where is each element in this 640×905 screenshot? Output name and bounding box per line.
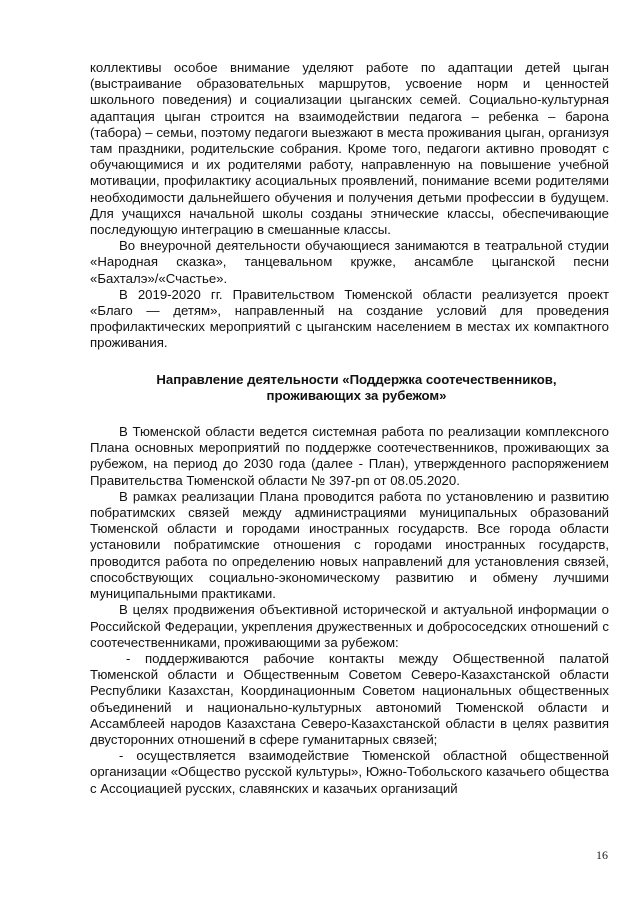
paragraph-project-blago: В 2019-2020 гг. Правительством Тюменской области реализуется проект «Благо — детям», направленный на создание условий для проведения профилактических мероприятий с цыганским населением в местах их компактного проживания. — [90, 286, 609, 351]
page-number: 16 — [596, 848, 608, 862]
section-heading — [90, 372, 609, 404]
paragraph-extracurricular: Во внеурочной деятельности обучающиеся занимаются в театральной студии «Народная сказка», танцевальном кружке, ансамбле цыганской песни «Бахталэ»/«Счастье». — [90, 238, 609, 286]
paragraph-adaptation: коллективы особое внимание уделяют работе по адаптации детей цыган (выстраивание образовательных маршрутов, усвоение норм и ценностей школьного поведения) и социализации цыганских семей. Социально-культурная адаптация цыган строится на взаимодействии педагога – ребенка – барона (табора) – семьи, поэтому педагоги выезжают в места проживания цыган, организуя там праздники, родительские собрания. Кроме того, педагоги активно проводят с обучающимися и их родителями работу, направленную на повышение учебной мотивации, профилактику асоциальных проявлений, понимание всеми родителями необходимости дальнейшего обучения и получения детьми профессии в будущем. Для учащихся начальной школы созданы этнические классы, обеспечивающие последующую интеграцию в смешанные классы. — [90, 60, 609, 238]
paragraph-promotion: В целях продвижения объективной исторической и актуальной информации о Российской Федерации, укрепления дружественных и добрососедских отношений с соотечественниками, проживающими за рубежом: — [90, 602, 609, 650]
section-heading-line-2: проживающих за рубежом» — [266, 387, 447, 403]
section-heading-line-1: Направление деятельности «Поддержка соотечественников, — [156, 371, 557, 387]
paragraph-twin-cities: В рамках реализации Плана проводится работа по установлению и развитию побратимских связей между администрациями муниципальных образований Тюменской области и городами иностранных государств. Все города области установили побратимские отношения с городами иностранных государств, проводится работа по определению новых направлений для установления связей, способствующих социально-экономическому развитию и обмену лучшими муниципальными практиками. — [90, 488, 609, 602]
paragraph-plan: В Тюменской области ведется системная работа по реализации комплексного Плана основных мероприятий по поддержке соотечественников, проживающих за рубежом, на период до 2030 года (далее - План), утвержденного распоряжением Правительства Тюменской области № 397-рп от 08.05.2020. — [90, 424, 609, 488]
document-body — [90, 60, 609, 797]
bullet-public-chamber: - поддерживаются рабочие контакты между Общественной палатой Тюменской области и Общественным Советом Северо-Казахстанской области Республики Казахстан, Координационным Советом национальных общественных объединений и национально-культурных автономий Тюменской области и Ассамблеей народов Казахстана Северо-Казахстанской области в целях развития двусторонних отношений в сфере гуманитарных связей; — [90, 650, 609, 747]
bullet-russian-culture-society: - осуществляется взаимодействие Тюменской областной общественной организации «Общество русской культуры», Южно-Тобольского казачьего общества с Ассоциацией русских, славянских и казачьих организаций — [90, 748, 609, 796]
